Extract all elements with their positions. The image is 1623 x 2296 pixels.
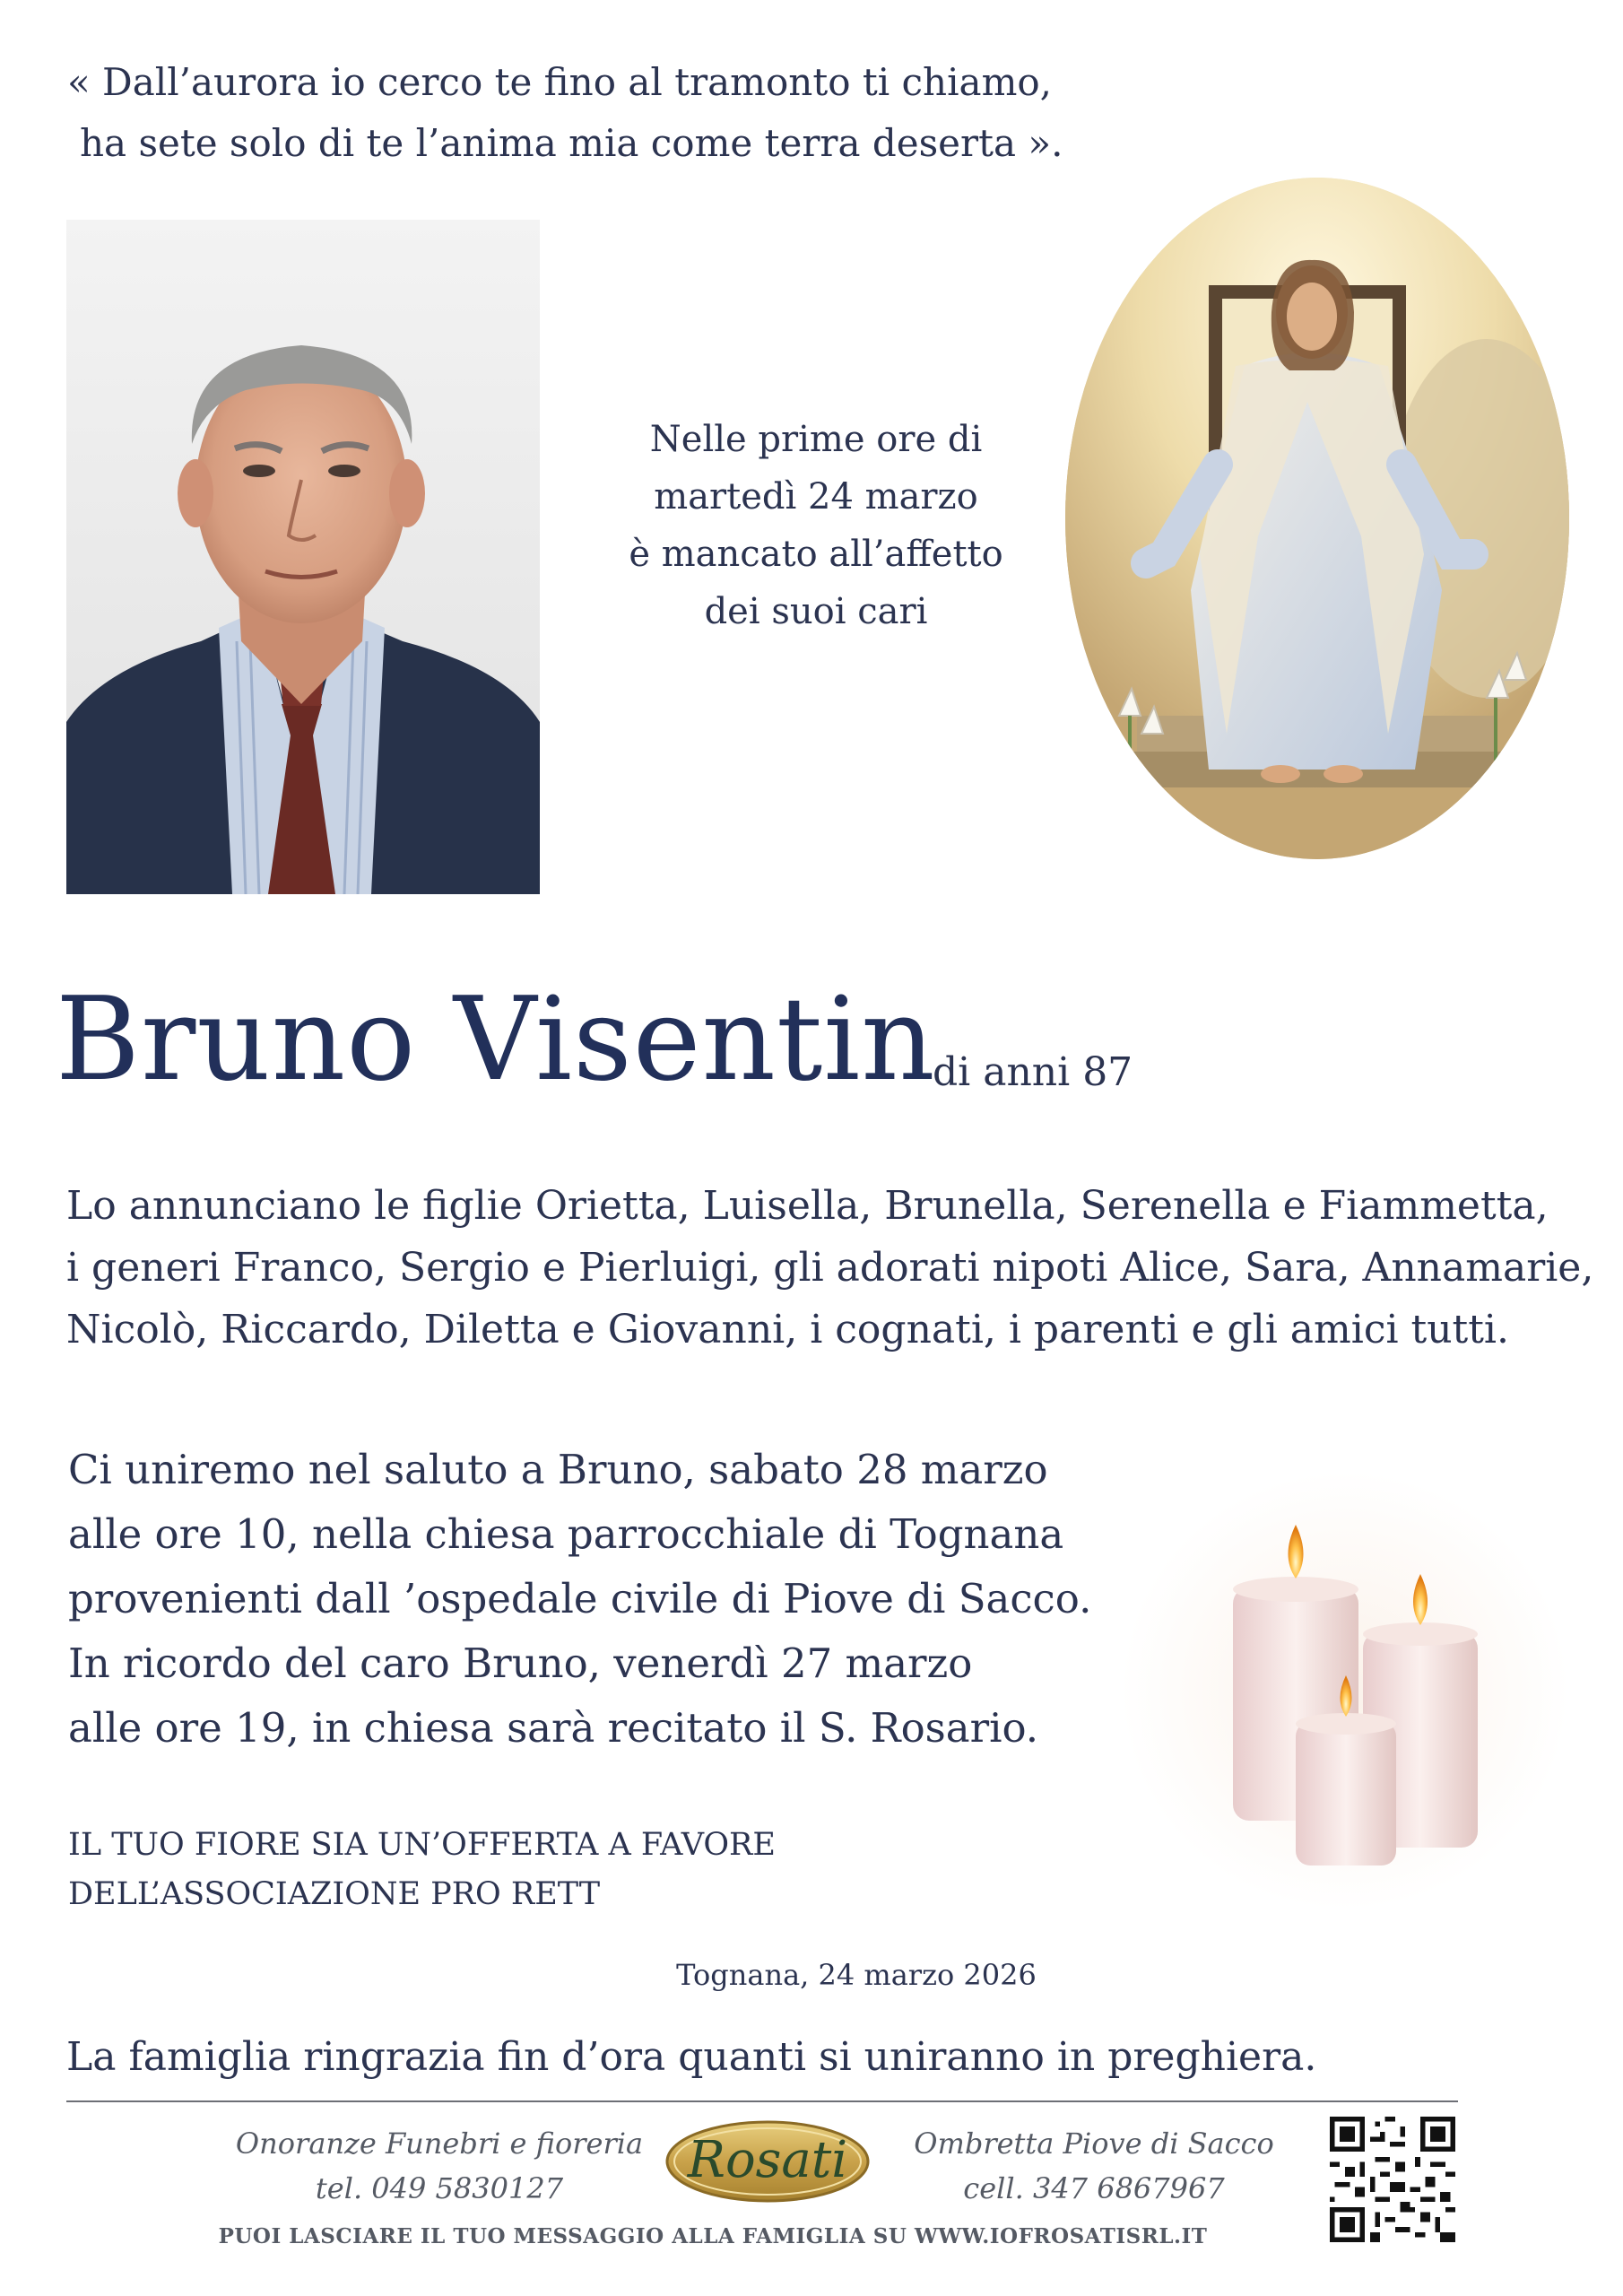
passing-notice (574, 411, 1058, 640)
flower-offer-note (68, 1821, 776, 1919)
announcement-text (66, 1175, 1594, 1361)
ceremony-line-5: alle ore 19, in chiesa sarà recitato il S. Rosario. (68, 1704, 1039, 1752)
offer-line-1: IL TUO FIORE SIA UN’OFFERTA A FAVORE (68, 1827, 776, 1863)
rosati-logo (664, 2118, 872, 2205)
deceased-age: di anni 87 (933, 1049, 1133, 1095)
ceremony-line-1: Ci uniremo nel saluto a Bruno, sabato 28 marzo (68, 1446, 1048, 1493)
risen-christ-image (1065, 178, 1569, 859)
announcement-line-3: Nicolò, Riccardo, Diletta e Giovanni, i cognati, i parenti e gli amici tutti. (66, 1307, 1509, 1352)
place-date: Tognana, 24 marzo 2026 (676, 1958, 1037, 1992)
funeral-home-name: Onoranze Funebri e fioreria (235, 2126, 644, 2161)
deceased-name: Bruno Visentin (56, 973, 936, 1107)
opening-quote (67, 52, 1143, 174)
online-message-note: PUOI LASCIARE IL TUO MESSAGGIO ALLA FAMIGLIA SU WWW.IOFROSATISRL.IT (218, 2224, 1208, 2248)
offer-line-2: DELL’ASSOCIAZIONE PRO RETT (68, 1876, 601, 1912)
passing-line-1: Nelle prime ore di (649, 419, 983, 460)
funeral-home-phone: tel. 049 5830127 (315, 2171, 564, 2205)
ceremony-text (68, 1438, 1126, 1761)
ceremony-line-2: alle ore 10, nella chiesa parrocchiale di Tognana (68, 1510, 1064, 1558)
divider (66, 2100, 1458, 2102)
quote-line-2: ha sete solo di te l’anima mia come terra deserta ». (80, 121, 1063, 165)
announcement-line-1: Lo annunciano le figlie Orietta, Luisella, Brunella, Serenella e Fiammetta, (66, 1183, 1549, 1229)
branch-phone: cell. 347 6867967 (963, 2171, 1225, 2205)
portrait-photo (66, 220, 540, 894)
family-thanks: La famiglia ringrazia fin d’ora quanti si uniranno in preghiera. (66, 2034, 1317, 2080)
quote-line-1: « Dall’aurora io cerco te fino al tramonto ti chiamo, (67, 60, 1053, 104)
passing-line-4: dei suoi cari (704, 591, 928, 632)
passing-line-3: è mancato all’affetto (629, 534, 1003, 575)
announcement-line-2: i generi Franco, Sergio e Pierluigi, gli adorati nipoti Alice, Sara, Annamarie, (66, 1245, 1594, 1291)
ceremony-line-3: provenienti dall ’ospedale civile di Piove di Sacco. (68, 1575, 1092, 1622)
branch-name: Ombretta Piove di Sacco (914, 2126, 1274, 2161)
ceremony-line-4: In ricordo del caro Bruno, venerdì 27 marzo (68, 1639, 973, 1687)
passing-line-2: martedì 24 marzo (654, 476, 978, 517)
logo-text: Rosati (687, 2131, 848, 2189)
funeral-home-info (224, 2121, 655, 2211)
candles-image (1121, 1471, 1569, 1910)
branch-info (888, 2121, 1300, 2211)
